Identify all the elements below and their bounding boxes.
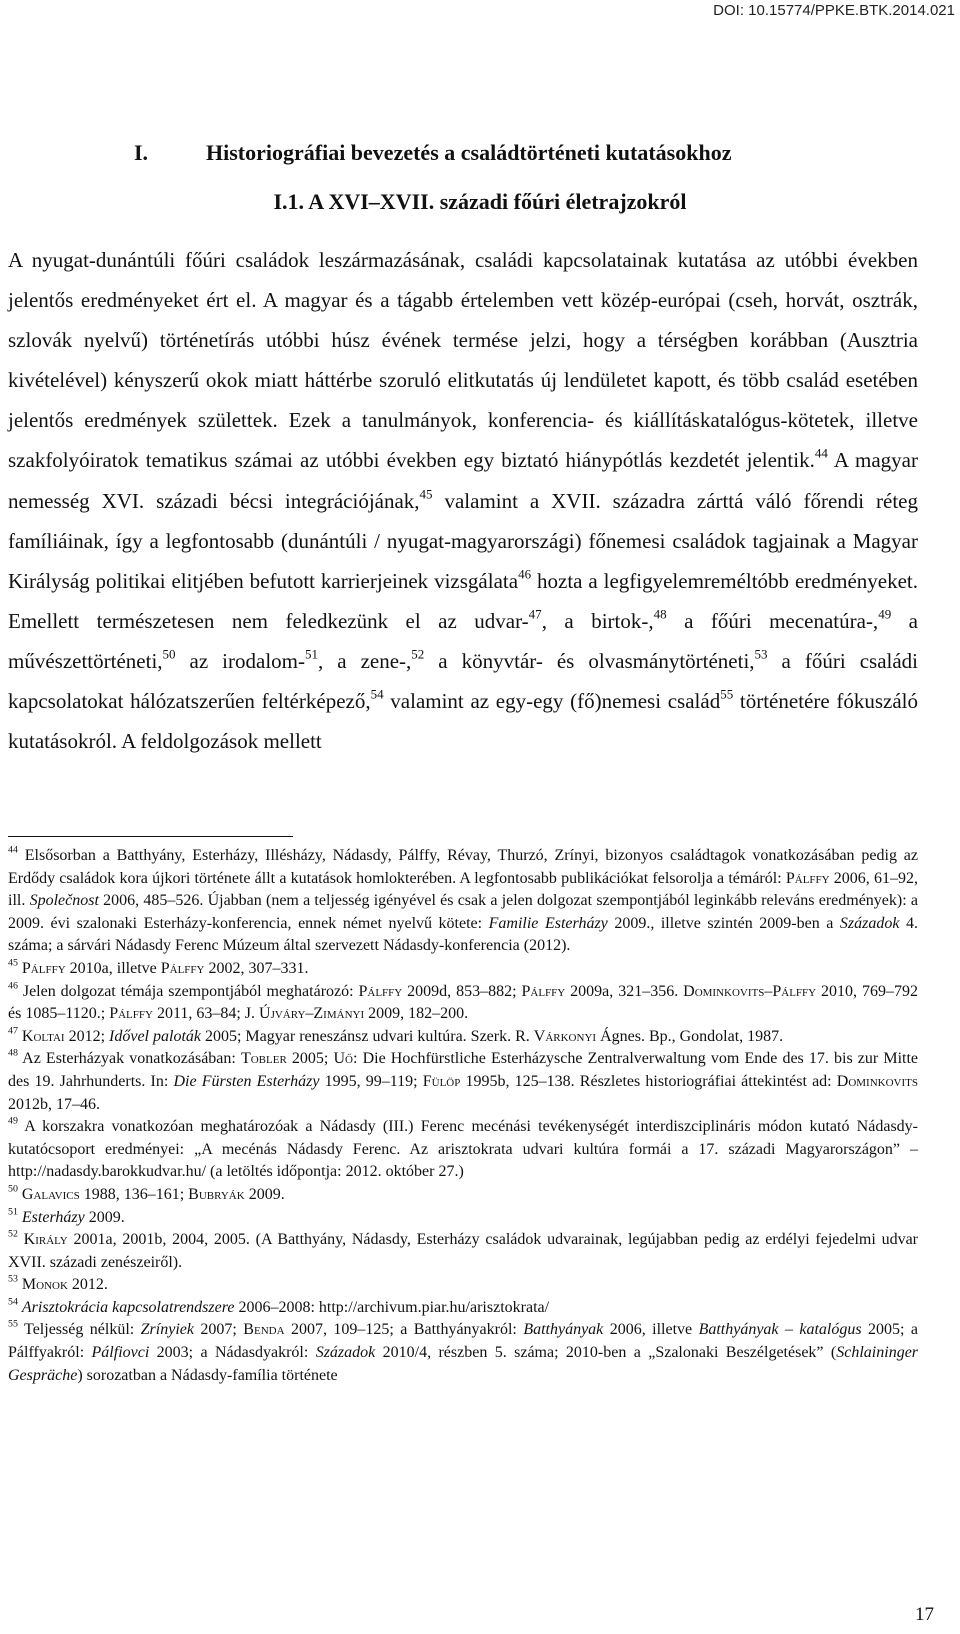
author-name: Monok bbox=[21, 1276, 68, 1294]
author-name: Várkonyi bbox=[533, 1027, 597, 1045]
footnote-text: 2007; bbox=[193, 1321, 244, 1339]
body-text-run: a főúri mecenatúra-, bbox=[666, 608, 879, 633]
footnote-ref: 53 bbox=[754, 646, 768, 662]
footnote-50 bbox=[8, 1184, 918, 1207]
author-name: Benda bbox=[243, 1321, 285, 1339]
work-title: Századok bbox=[315, 1344, 376, 1362]
body-text-run: a művészettörténeti, bbox=[8, 608, 918, 673]
footnote-text: 2005; bbox=[286, 1050, 334, 1068]
footnote-ref: 48 bbox=[653, 606, 667, 622]
body-paragraph bbox=[8, 240, 918, 761]
footnote-ref: 50 bbox=[162, 646, 176, 662]
footnote-number: 50 bbox=[8, 1183, 18, 1195]
chapter-number: I. bbox=[134, 140, 149, 165]
body-text-run: valamint az egy-egy (fő)nemesi család bbox=[383, 689, 721, 714]
section-heading: I.1. A XVI–XVII. századi főúri életrajzokról bbox=[273, 189, 687, 214]
footnote-text: ) sorozatban a Nádasdy-família története bbox=[77, 1366, 338, 1384]
footnote-45 bbox=[8, 958, 918, 981]
footnote-number: 47 bbox=[8, 1025, 18, 1037]
footnote-number: 44 bbox=[8, 844, 18, 856]
work-title: Arisztokrácia kapcsolatrendszere bbox=[21, 1298, 235, 1316]
footnote-ref: 55 bbox=[720, 686, 734, 702]
footnote-51 bbox=[8, 1207, 918, 1230]
footnote-number: 49 bbox=[8, 1115, 18, 1127]
body-text-run: , a birtok-, bbox=[541, 608, 654, 633]
footnote-text: A korszakra vonatkozóan meghatározóak a Nádasdy (III.) Ferenc mecénási tevékenységét interdiszciplináris módon kutató Nádasdy-kutatócsoport eredményei: „A mecénás Nádasdy Ferenc. Az arisztokrata udvari kultúra formái a 17. századi Magyarországon” – http://nadasdy.barokkudvar.hu/ (a letöltés időpontja: 2012. október 27.) bbox=[8, 1118, 918, 1181]
footnote-text: 2007, 109–125; a Batthyányakról: bbox=[284, 1321, 524, 1339]
author-name: Tobler bbox=[240, 1050, 287, 1068]
footnote-number: 55 bbox=[8, 1319, 18, 1331]
footnote-48 bbox=[8, 1048, 918, 1116]
footnote-number: 48 bbox=[8, 1047, 18, 1059]
footnote-separator bbox=[8, 836, 293, 837]
author-name: Pálffy bbox=[785, 869, 830, 887]
footnote-text: 2009d, 853–882; bbox=[402, 982, 522, 1000]
footnote-text: Elsősorban a Batthyány, Esterházy, Illésházy, Nádasdy, Pálffy, Révay, Thurzó, Zrínyi, bizonyos családtagok vonatkozásában pedig az Erdődy családok kora újkori története állt a kutatások homlokterében. A legfontosabb publikációkat felsorolja a témáról: bbox=[8, 847, 918, 887]
footnote-text: 2009., illetve szintén 2009-ben a bbox=[607, 914, 840, 932]
footnotes bbox=[8, 845, 918, 1387]
footnote-text: 2009. bbox=[244, 1185, 285, 1203]
footnote-47 bbox=[8, 1026, 918, 1049]
work-title: Batthyányak bbox=[523, 1321, 604, 1339]
author-name: Galavics bbox=[21, 1185, 80, 1203]
footnote-number: 53 bbox=[8, 1273, 18, 1285]
work-title: Batthyányak – katalógus bbox=[698, 1321, 862, 1339]
footnote-text: 2003; a Nádasdyakról: bbox=[149, 1344, 316, 1362]
footnote-number: 54 bbox=[8, 1296, 18, 1308]
author-name: Pálffy bbox=[160, 959, 205, 977]
footnote-text: 2010/4, részben 5. száma; 2010-ben a „Szalonaki Beszélgetések” ( bbox=[375, 1344, 837, 1362]
footnote-number: 45 bbox=[8, 957, 18, 969]
body-text-run: hozta a legfigyelemreméltóbb eredményeket. Emellett természetesen nem feledkezünk el az udvar- bbox=[8, 568, 918, 633]
footnote-text: 2006–2008: http://archivum.piar.hu/arisztokrata/ bbox=[234, 1298, 550, 1316]
footnote-text: 2006, 61–92, ill. bbox=[8, 869, 919, 910]
footnote-text: 2009. bbox=[84, 1208, 125, 1226]
author-name: Bubryák bbox=[188, 1185, 245, 1203]
body-text-run: az irodalom- bbox=[175, 648, 305, 673]
footnote-text: 2009, 182–200. bbox=[364, 1005, 469, 1023]
author-name: Újváry–Zimányi bbox=[259, 1005, 365, 1023]
footnote-text: 2005; Magyar reneszánsz udvari kultúra. Szerk. R. bbox=[200, 1027, 534, 1045]
work-title: Pálfiovci bbox=[91, 1344, 150, 1362]
footnote-text: 2010a, illetve bbox=[65, 959, 161, 977]
footnote-55 bbox=[8, 1319, 918, 1387]
work-title: Schlaininger Gespräche bbox=[8, 1344, 919, 1384]
footnote-text: 2012. bbox=[67, 1276, 108, 1294]
footnote-text: 1995, 99–119; bbox=[319, 1072, 423, 1090]
footnote-46 bbox=[8, 981, 918, 1026]
body-text-run: történetére fókuszáló kutatásokról. A feldolgozások mellett bbox=[8, 689, 918, 754]
footnote-54 bbox=[8, 1297, 918, 1320]
footnote-text: 1995b, 125–138. Részletes historiográfiai áttekintést ad: bbox=[460, 1072, 837, 1090]
author-name: Király bbox=[23, 1231, 68, 1249]
work-title: Idővel paloták bbox=[109, 1027, 201, 1045]
footnote-text: 2010, 769–792 és 1085–1120.; bbox=[8, 982, 918, 1023]
author-name: Pálffy bbox=[109, 1005, 153, 1023]
work-title: Zrínyiek bbox=[140, 1321, 194, 1339]
footnote-text: 2012; bbox=[64, 1027, 110, 1045]
body-text-run: , a zene-, bbox=[318, 648, 412, 673]
footnote-ref: 51 bbox=[305, 646, 319, 662]
footnote-text: : Die Hochfürstliche Esterházysche Zentralverwaltung vom Ende des 17. bis zur Mitte des 19. Jahrhunderts. In: bbox=[8, 1050, 919, 1090]
footnote-text: 2009a, 321–356. bbox=[565, 982, 684, 1000]
footnote-text: 1988, 136–161; bbox=[79, 1185, 189, 1203]
body-text-run: a főúri családi kapcsolatokat hálózatszerűen feltérképező, bbox=[8, 648, 918, 714]
author-name: Uő bbox=[333, 1050, 353, 1068]
work-title: Századok bbox=[839, 914, 900, 932]
footnote-text: 2006, illetve bbox=[603, 1321, 699, 1339]
body-text-run: a könyvtár- és olvasmánytörténeti, bbox=[424, 648, 755, 673]
footnote-ref: 44 bbox=[814, 445, 828, 461]
footnote-49 bbox=[8, 1116, 918, 1184]
footnote-text: 2011, 63–84; J. bbox=[152, 1005, 260, 1023]
work-title: Společnost bbox=[29, 892, 99, 910]
author-name: Pálffy bbox=[521, 982, 566, 1000]
footnote-ref: 49 bbox=[878, 606, 892, 622]
footnote-44 bbox=[8, 845, 918, 958]
page-number: 17 bbox=[915, 1604, 934, 1625]
body-text-run: A magyar nemesség XVI. századi bécsi integrációjának, bbox=[8, 448, 918, 513]
work-title: Familie Esterházy bbox=[488, 914, 608, 932]
footnote-52 bbox=[8, 1229, 918, 1274]
work-title: Esterházy bbox=[21, 1208, 85, 1226]
body-text-run: valamint a XVII. századra zárttá váló főrendi réteg famíliáinak, így a legfontosabb (dunántúli / nyugat-magyarországi) főnemesi családok tagjainak a Magyar Királyság politikai elitjében befutott karrierjeinek vizsgálata bbox=[8, 488, 918, 593]
footnote-text: Ágnes. Bp., Gondolat, 1987. bbox=[596, 1027, 784, 1045]
chapter-title: Historiográfiai bevezetés a családtörténeti kutatásokhoz bbox=[206, 140, 732, 165]
author-name: Koltai bbox=[21, 1027, 65, 1045]
author-name: Dominkovits bbox=[836, 1072, 918, 1090]
footnote-text: Teljesség nélkül: bbox=[17, 1321, 141, 1339]
footnote-number: 52 bbox=[8, 1228, 18, 1240]
footnote-text: 2002, 307–331. bbox=[204, 959, 309, 977]
footnote-number: 51 bbox=[8, 1206, 18, 1218]
footnote-text: 2012b, 17–46. bbox=[8, 1095, 100, 1113]
author-name: Pálffy bbox=[358, 982, 403, 1000]
footnote-text: 2005; a Pálffyakról: bbox=[8, 1321, 919, 1362]
footnote-ref: 54 bbox=[370, 686, 384, 702]
author-name: Pálffy bbox=[21, 959, 66, 977]
body-text-run: A nyugat-dunántúli főúri családok leszármazásának, családi kapcsolatainak kutatása az utóbbi években jelentős eredményeket ért el. A magyar és a tágabb értelemben vett közép-európai (cseh, horvát, osztrák, szlovák nyelvű) történetírás utóbbi húsz évének termése jelzi, hogy a térségben korábban (Ausztria kivételével) kényszerű okok miatt háttérbe szoruló elitkutatás új lendületet kapott, és több család esetében jelentős eredmények születtek. Ezek a tanulmányok, konferencia- és kiállításkatalógus-kötetek, illetve szakfolyóiratok tematikus számai az utóbbi években egy biztató hiánypótlás kezdetét jelentik. bbox=[8, 248, 918, 473]
footnote-ref: 52 bbox=[411, 646, 425, 662]
footnote-text: 2001a, 2001b, 2004, 2005. (A Batthyány, Nádasdy, Esterházy családok udvarainak, legújabban pedig az erdélyi fejedelmi udvar XVII. századi zenészeiről). bbox=[8, 1231, 918, 1271]
doi-header: DOI: 10.15774/PPKE.BTK.2014.021 bbox=[713, 2, 955, 19]
footnote-number: 46 bbox=[8, 980, 18, 992]
footnote-text: Jelen dolgozat témája szempontjából meghatározó: bbox=[17, 982, 359, 1000]
footnote-text: Az Esterházyak vonatkozásában: bbox=[17, 1050, 241, 1068]
footnote-ref: 46 bbox=[518, 566, 532, 581]
footnote-53 bbox=[8, 1274, 918, 1297]
footnote-text: 2006, 485–526. Újabban (nem a teljesség igényével és csak a jelen dolgozat szempontjából leginkább releváns eredmények): a 2009. évi szalonaki Esterházy-konferencia, ennek német nyelvű kötete: bbox=[8, 892, 918, 932]
footnote-ref: 47 bbox=[528, 606, 542, 622]
footnote-ref: 45 bbox=[419, 485, 433, 501]
work-title: Die Fürsten Esterházy bbox=[173, 1072, 320, 1090]
author-name: Dominkovits–Pálffy bbox=[683, 982, 817, 1000]
footnote-text: 4. száma; a sárvári Nádasdy Ferenc Múzeum által szervezett Nádasdy-konferencia (2012). bbox=[8, 914, 918, 955]
author-name: Fülöp bbox=[422, 1072, 461, 1090]
